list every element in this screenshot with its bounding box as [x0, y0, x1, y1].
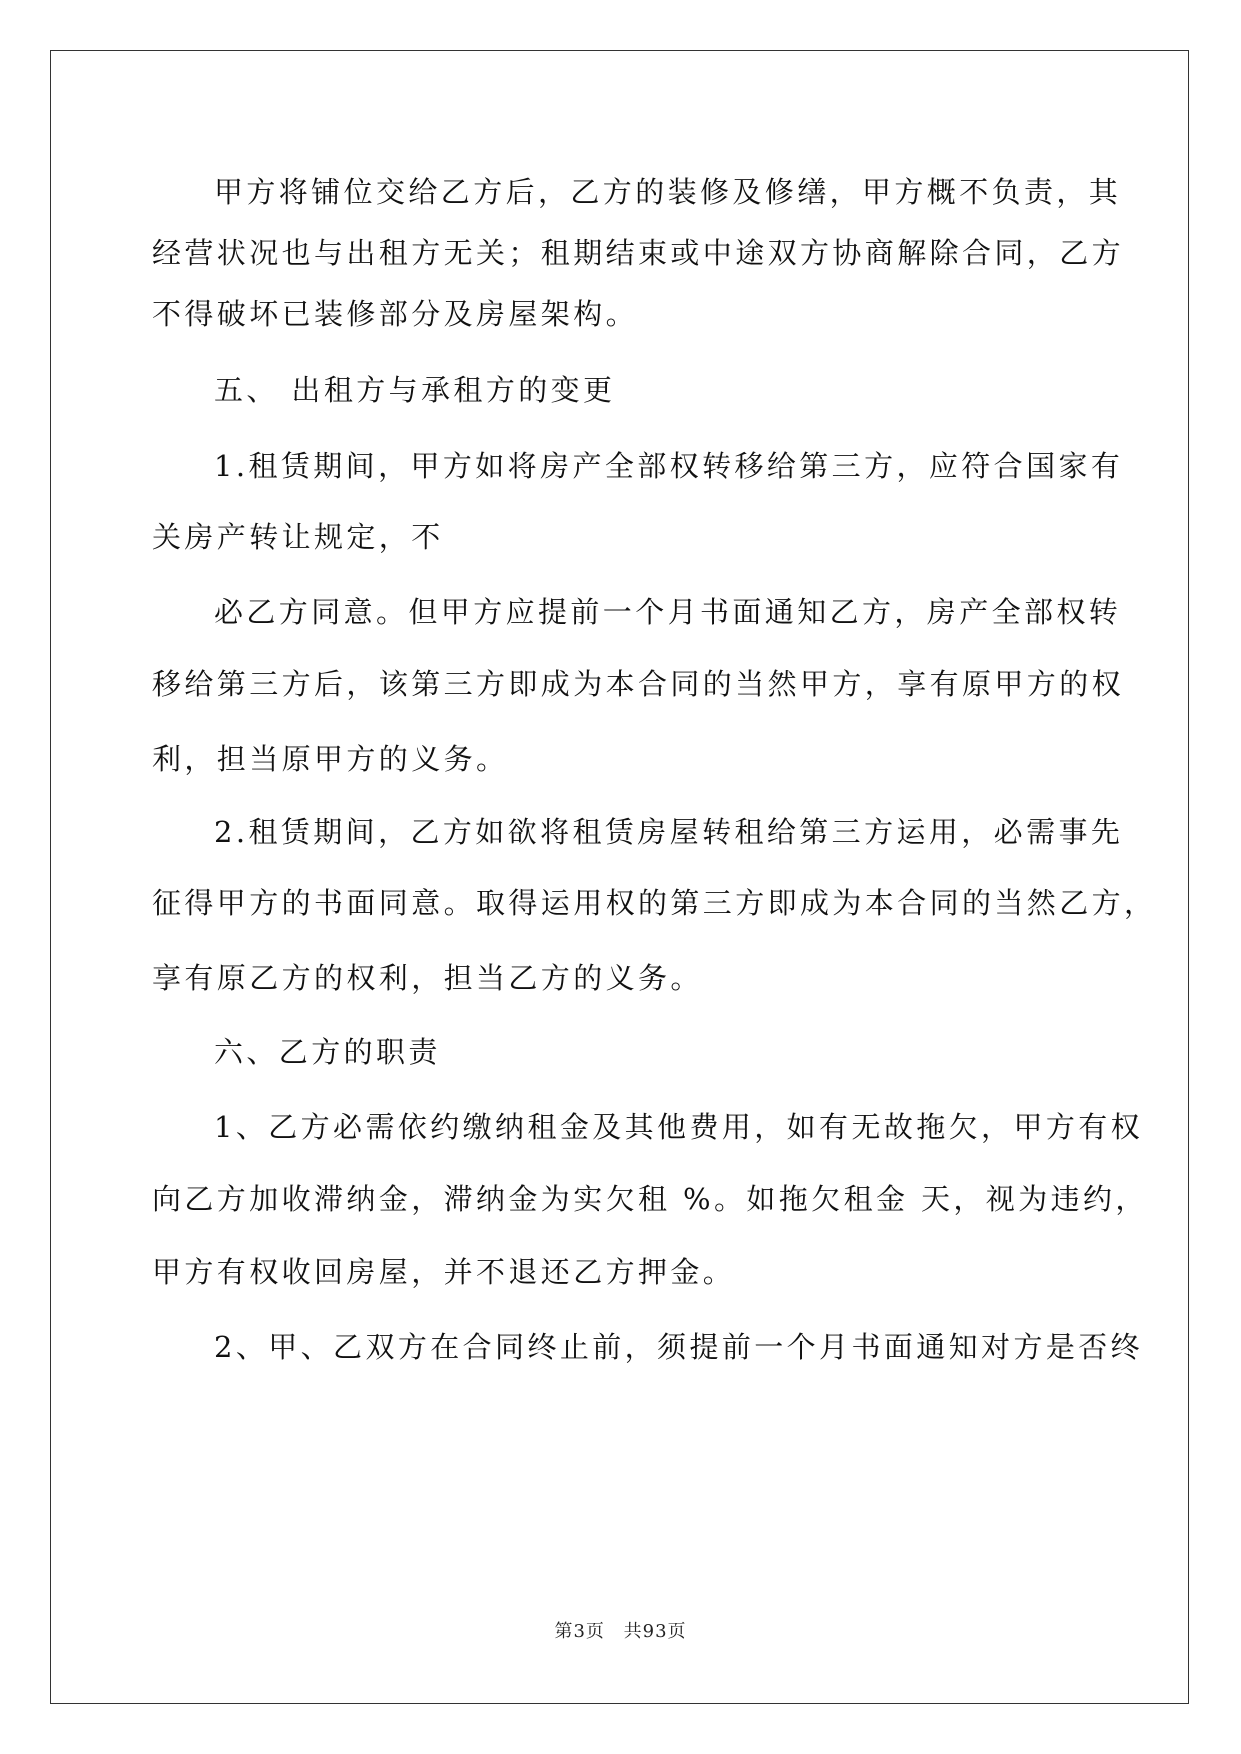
text-line: 甲方将铺位交给乙方后，乙方的装修及修缮，甲方概不负责，其	[214, 175, 1122, 209]
text-line: 1.租赁期间，甲方如将房产全部权转移给第三方，应符合国家有	[214, 449, 1124, 483]
text-line: 征得甲方的书面同意。取得运用权的第三方即成为本合同的当然乙方，	[152, 886, 1157, 920]
text-line: 1、乙方必需依约缴纳租金及其他费用，如有无故拖欠，甲方有权	[214, 1110, 1144, 1144]
text-line: 2.租赁期间，乙方如欲将租赁房屋转租给第三方运用，必需事先	[214, 815, 1124, 849]
text-line: 向乙方加收滞纳金，滞纳金为实欠租 %。如拖欠租金 天，视为违约，	[152, 1182, 1148, 1216]
page-total: 共93页	[623, 1621, 687, 1642]
text-line: 2、甲、乙双方在合同终止前，须提前一个月书面通知对方是否终	[214, 1330, 1144, 1364]
page-footer	[0, 1617, 1241, 1643]
text-line: 利，担当原甲方的义务。	[152, 742, 509, 776]
text-line: 必乙方同意。但甲方应提前一个月书面通知乙方，房产全部权转	[214, 595, 1122, 629]
text-line: 移给第三方后，该第三方即成为本合同的当然甲方，享有原甲方的权	[152, 667, 1125, 701]
text-line: 享有原乙方的权利，担当乙方的义务。	[152, 961, 703, 995]
page-number: 第3页	[554, 1621, 605, 1642]
section-heading: 六、乙方的职责	[214, 1035, 441, 1069]
text-line: 关房产转让规定，不	[152, 520, 444, 554]
text-line: 经营状况也与出租方无关；租期结束或中途双方协商解除合同，乙方	[152, 236, 1125, 270]
text-line: 甲方有权收回房屋，并不退还乙方押金。	[152, 1255, 736, 1289]
section-heading: 五、 出租方与承租方的变更	[214, 373, 616, 407]
text-line: 不得破坏已装修部分及房屋架构。	[152, 297, 639, 331]
